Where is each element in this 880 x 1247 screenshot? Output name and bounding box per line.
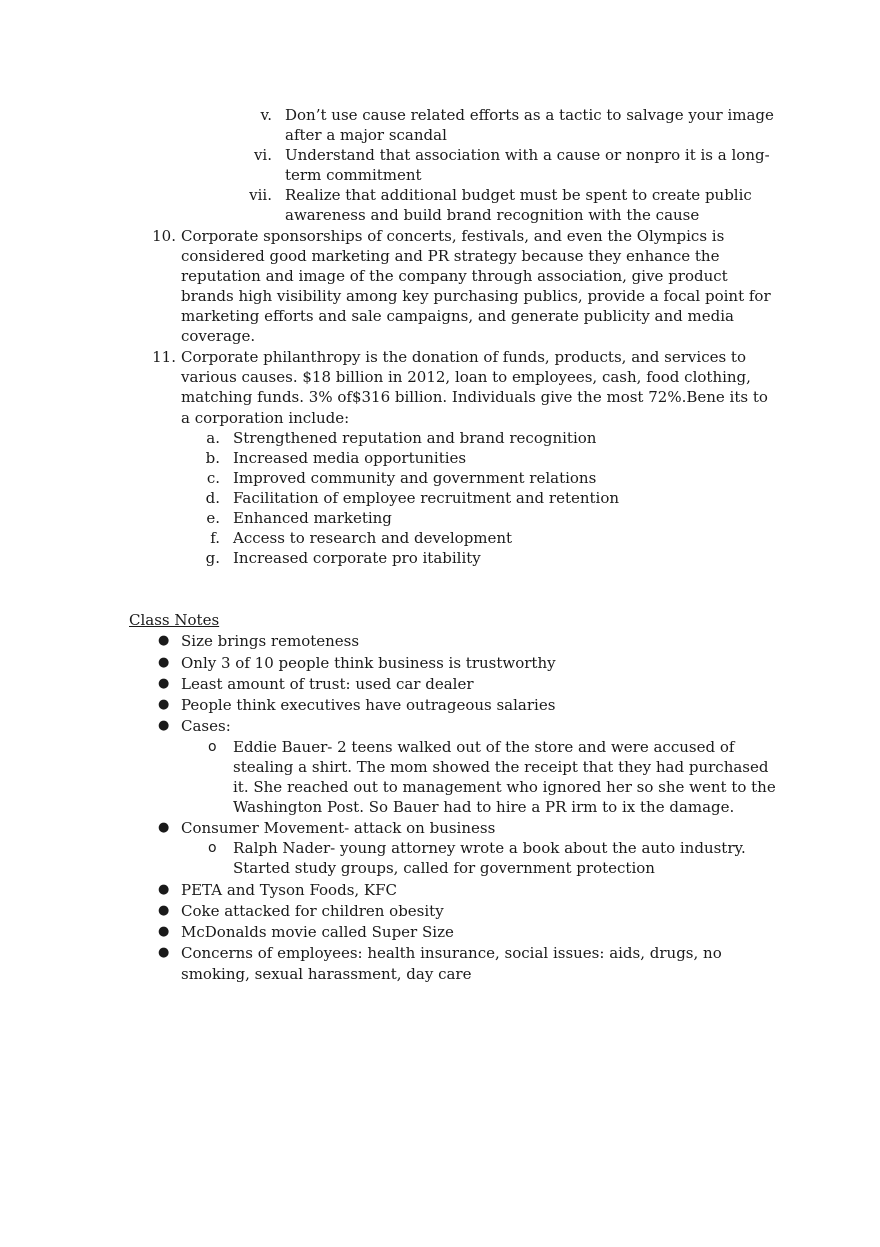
letter-item-text: Enhanced marketing — [233, 509, 392, 527]
sub-bullet-text: Washington Post. So Bauer had to hire a PR irm to ix the damage. — [233, 798, 735, 816]
bullet-text: PETA and Tyson Foods, KFC — [181, 881, 398, 899]
roman-marker: vii. — [249, 186, 272, 204]
bullet-text: People think executives have outrageous salaries — [181, 696, 556, 714]
bullet-icon: ● — [158, 655, 170, 670]
roman-item-text: term commitment — [285, 166, 422, 184]
sub-bullet-icon: o — [208, 739, 217, 755]
bullet-icon: ● — [158, 697, 170, 712]
numbered-item-text: a corporation include: — [181, 409, 350, 427]
sub-bullet-text: Started study groups, called for government protection — [233, 859, 655, 877]
numbered-item-text: Corporate philanthropy is the donation of funds, products, and services to — [181, 348, 746, 366]
letter-marker: e. — [206, 509, 220, 527]
numbered-item-text: various causes. $18 billion in 2012, loan to employees, cash, food clothing, — [181, 368, 751, 386]
numbered-item-text: considered good marketing and PR strategy because they enhance the — [181, 247, 720, 265]
letter-marker: a. — [206, 429, 220, 447]
bullet-text: Concerns of employees: health insurance, social issues: aids, drugs, no — [181, 944, 722, 962]
roman-item-text: Understand that association with a cause or nonpro it is a long- — [285, 146, 770, 164]
bullet-text: Least amount of trust: used car dealer — [181, 675, 474, 693]
letter-item-text: Facilitation of employee recruitment and retention — [233, 489, 620, 507]
sub-bullet-text: Ralph Nader- young attorney wrote a book about the auto industry. — [233, 839, 746, 857]
letter-marker: c. — [206, 469, 220, 487]
numbered-item-text: matching funds. 3% of$316 billion. Individuals give the most 72%.Bene its to — [181, 388, 768, 406]
letter-marker: d. — [205, 489, 220, 507]
sub-bullet-icon: o — [208, 840, 217, 856]
letter-item-text: Improved community and government relations — [233, 469, 597, 487]
bullet-text: Coke attacked for children obesity — [181, 902, 444, 920]
bullet-icon: ● — [158, 633, 170, 648]
bullet-text: Cases: — [181, 717, 231, 735]
bullet-text: McDonalds movie called Super Size — [181, 923, 454, 941]
bullet-text: Size brings remoteness — [181, 632, 360, 650]
numbered-marker: 10. — [152, 227, 176, 245]
class-notes-heading: Class Notes — [129, 611, 220, 629]
sub-bullet-text: Eddie Bauer- 2 teens walked out of the store and were accused of — [233, 738, 735, 756]
roman-marker: vi. — [253, 146, 272, 164]
bullet-icon: ● — [158, 945, 170, 960]
bullet-icon: ● — [158, 718, 170, 733]
letter-marker: f. — [210, 529, 220, 547]
roman-item-text: awareness and build brand recognition with the cause — [285, 206, 700, 224]
sub-bullet-text: stealing a shirt. The mom showed the receipt that they had purchased — [233, 758, 769, 776]
roman-item-text: after a major scandal — [285, 126, 447, 144]
bullet-text: Consumer Movement- attack on business — [181, 819, 496, 837]
numbered-item-text: Corporate sponsorships of concerts, festivals, and even the Olympics is — [181, 227, 725, 245]
numbered-item-text: marketing efforts and sale campaigns, and generate publicity and media — [181, 307, 734, 325]
bullet-icon: ● — [158, 676, 170, 691]
roman-item-text: Don’t use cause related efforts as a tactic to salvage your image — [285, 106, 774, 124]
numbered-marker: 11. — [152, 348, 176, 366]
letter-marker: g. — [205, 549, 220, 567]
roman-item-text: Realize that additional budget must be spent to create public — [285, 186, 752, 204]
letter-item-text: Increased corporate pro itability — [233, 549, 481, 567]
bullet-icon: ● — [158, 903, 170, 918]
numbered-item-text: coverage. — [181, 327, 256, 345]
letter-item-text: Access to research and development — [233, 529, 513, 547]
bullet-icon: ● — [158, 820, 170, 835]
bullet-icon: ● — [158, 924, 170, 939]
bullet-text: Only 3 of 10 people think business is trustworthy — [181, 654, 556, 672]
letter-item-text: Strengthened reputation and brand recognition — [233, 429, 597, 447]
sub-bullet-text: it. She reached out to management who ignored her so she went to the — [233, 778, 776, 796]
roman-marker: v. — [260, 106, 272, 124]
letter-item-text: Increased media opportunities — [233, 449, 467, 467]
numbered-item-text: brands high visibility among key purchasing publics, provide a focal point for — [181, 287, 771, 305]
letter-marker: b. — [205, 449, 220, 467]
bullet-text: smoking, sexual harassment, day care — [181, 965, 472, 983]
numbered-item-text: reputation and image of the company through association, give product — [181, 267, 728, 285]
bullet-icon: ● — [158, 882, 170, 897]
